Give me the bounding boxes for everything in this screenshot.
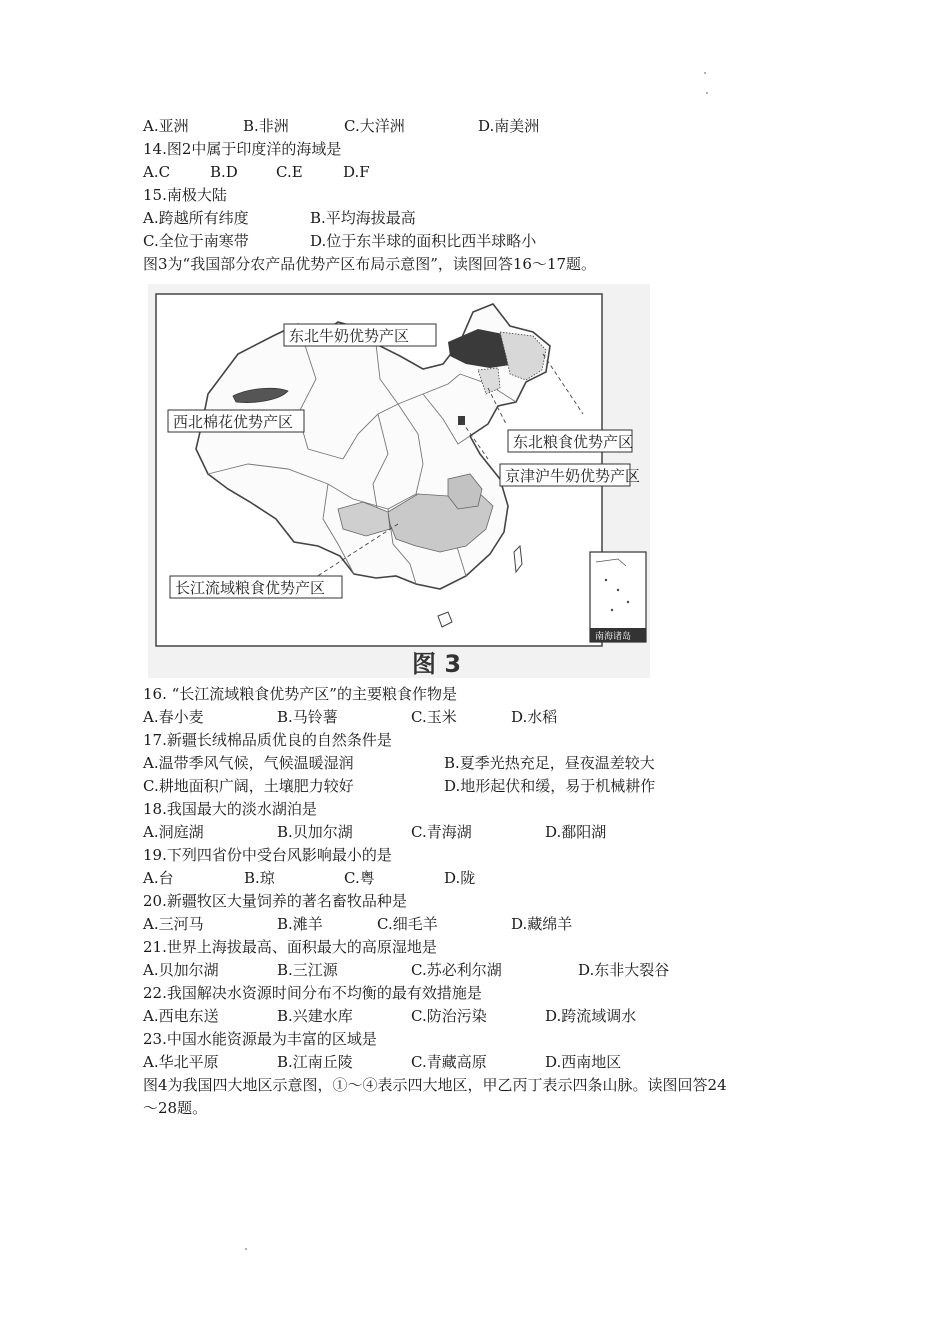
q20-option-b: B.滩羊	[277, 915, 323, 933]
q19-options	[143, 867, 843, 889]
q17-option-a: A.温带季风气候，气候温暖湿润	[143, 754, 354, 772]
q13-option-d: D.南美洲	[478, 117, 540, 135]
q14-option-a: A.C	[143, 163, 171, 181]
q21-option-d: D.东非大裂谷	[578, 961, 670, 979]
q14-options	[143, 161, 843, 183]
inset-island	[611, 609, 613, 611]
q14-option-b: B.D	[210, 163, 238, 181]
inset-label: 南海诸岛	[595, 631, 632, 641]
inset-island	[605, 579, 607, 581]
q17-options-row2	[143, 775, 843, 797]
q19-option-a: A.台	[143, 869, 174, 887]
q15-option-c: C.全位于南寒带	[143, 232, 249, 250]
q20-option-d: D.藏绵羊	[511, 915, 573, 933]
south-china-sea-inset	[590, 552, 646, 642]
q19-option-c: C.粤	[344, 869, 375, 887]
scan-speck	[245, 1248, 247, 1250]
label-yangtze-grain: 长江流域粮食优势产区	[175, 580, 326, 597]
q17-option-c: C.耕地面积广阔，土壤肥力较好	[143, 777, 354, 795]
q16-option-b: B.马铃薯	[277, 708, 338, 726]
q14-option-d: D.F	[343, 163, 370, 181]
q18-options	[143, 821, 843, 843]
scan-speck	[706, 92, 708, 94]
q23-options	[143, 1051, 843, 1073]
label-jjh-milk: 京津沪牛奶优势产区	[505, 468, 641, 485]
q22-stem: 22.我国解决水资源时间分布不均衡的最有效措施是	[143, 984, 482, 1002]
q13-option-b: B.非洲	[243, 117, 289, 135]
q19-option-d: D.陇	[444, 869, 476, 887]
q22-option-a: A.西电东送	[143, 1007, 219, 1025]
q21-option-a: A.贝加尔湖	[143, 961, 219, 979]
q14-stem: 14.图2中属于印度洋的海域是	[143, 140, 342, 158]
q23-option-b: B.江南丘陵	[277, 1053, 353, 1071]
q16-option-c: C.玉米	[411, 708, 457, 726]
q19-stem: 19.下列四省份中受台风影响最小的是	[143, 846, 392, 864]
q18-option-a: A.洞庭湖	[143, 823, 204, 841]
q18-stem: 18.我国最大的淡水湖泊是	[143, 800, 317, 818]
q20-option-a: A.三河马	[143, 915, 204, 933]
q21-option-c: C.苏必利尔湖	[411, 961, 502, 979]
q15-option-a: A.跨越所有纬度	[143, 209, 249, 227]
label-northeast-grain: 东北粮食优势产区	[513, 434, 634, 451]
q13-option-c: C.大洋洲	[344, 117, 405, 135]
q20-stem: 20.新疆牧区大量饲养的著名畜牧品种是	[143, 892, 407, 910]
q13-option-a: A.亚洲	[143, 117, 189, 135]
q15-option-d: D.位于东半球的面积比西半球略小	[310, 232, 537, 250]
q22-option-b: B.兴建水库	[277, 1007, 353, 1025]
q16-option-d: D.水稻	[511, 708, 558, 726]
q23-option-c: C.青藏高原	[411, 1053, 487, 1071]
q20-option-c: C.细毛羊	[377, 915, 438, 933]
q21-options	[143, 959, 843, 981]
q16-options	[143, 706, 843, 728]
inset-island	[627, 601, 629, 603]
q16-option-a: A.春小麦	[143, 708, 204, 726]
inset-island	[617, 589, 619, 591]
q13-options	[143, 115, 843, 137]
q17-options-row1	[143, 752, 843, 774]
q16-stem: 16. “长江流域粮食优势产区”的主要粮食作物是	[143, 685, 457, 703]
q22-option-d: D.跨流域调水	[545, 1007, 637, 1025]
q15-option-b: B.平均海拔最高	[310, 209, 416, 227]
q23-stem: 23.中国水能资源最为丰富的区域是	[143, 1030, 377, 1048]
q18-option-b: B.贝加尔湖	[277, 823, 353, 841]
q14-option-c: C.E	[276, 163, 303, 181]
q18-option-c: C.青海湖	[411, 823, 472, 841]
figure4-intro-line1: 图4为我国四大地区示意图，①～④表示四大地区，甲乙丙丁表示四条山脉。读图回答24	[143, 1076, 727, 1094]
label-northwest-cotton: 西北棉花优势产区	[173, 414, 294, 431]
q23-option-a: A.华北平原	[143, 1053, 219, 1071]
q22-option-c: C.防治污染	[411, 1007, 487, 1025]
q23-option-d: D.西南地区	[545, 1053, 622, 1071]
scan-speck	[704, 72, 706, 74]
figure3-intro: 图3为“我国部分农产品优势产区布局示意图”，读图回答16～17题。	[143, 255, 597, 273]
q22-options	[143, 1005, 843, 1027]
q17-option-d: D.地形起伏和缓，易于机械耕作	[444, 777, 656, 795]
label-northeast-milk: 东北牛奶优势产区	[289, 328, 410, 345]
q15-options-row1	[143, 207, 843, 229]
q19-option-b: B.琼	[244, 869, 275, 887]
figure3-caption: 图 3	[412, 650, 462, 678]
q21-option-b: B.三江源	[277, 961, 338, 979]
q20-options	[143, 913, 843, 935]
q15-options-row2	[143, 230, 843, 252]
figure3-map	[148, 284, 650, 678]
q18-option-d: D.鄱阳湖	[545, 823, 607, 841]
q15-stem: 15.南极大陆	[143, 186, 227, 204]
q17-stem: 17.新疆长绒棉品质优良的自然条件是	[143, 731, 392, 749]
q17-option-b: B.夏季光热充足，昼夜温差较大	[444, 754, 655, 772]
q21-stem: 21.世界上海拔最高、面积最大的高原湿地是	[143, 938, 437, 956]
figure4-intro-line2: ～28题。	[143, 1099, 208, 1117]
